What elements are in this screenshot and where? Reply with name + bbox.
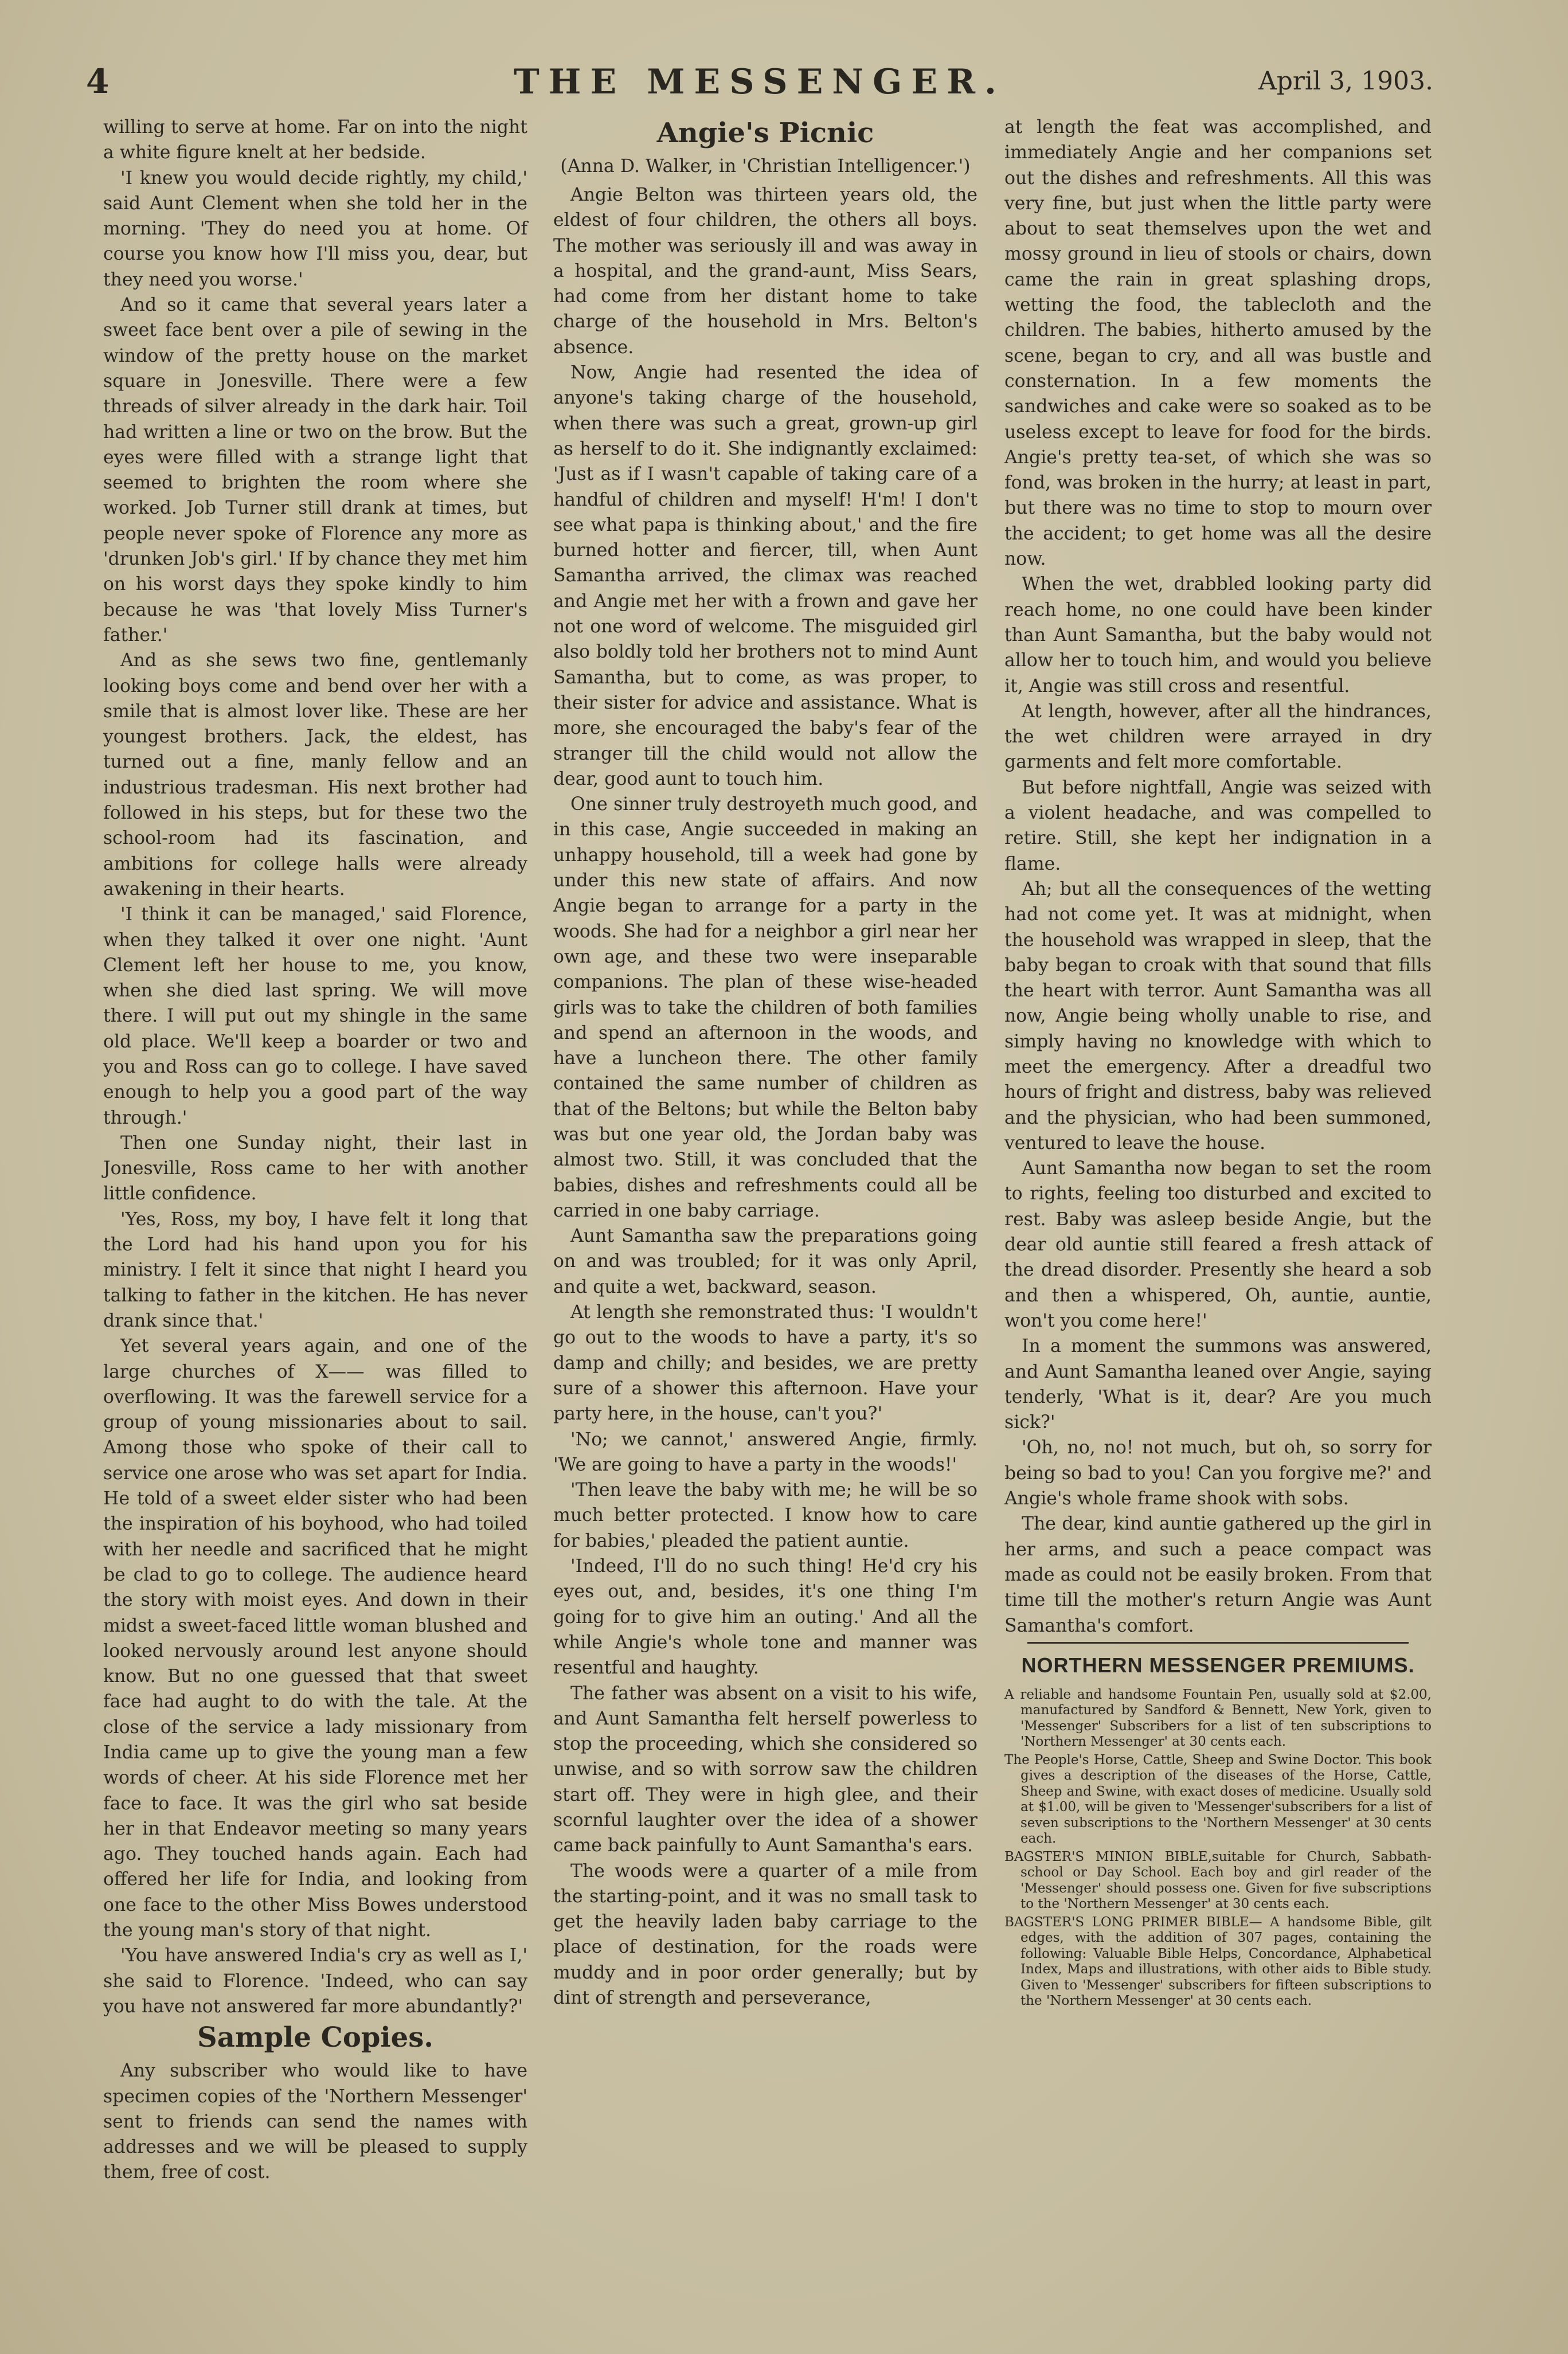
paragraph: Yet several years again, and one of the large churches of X—— was filled to overflowing. It was the farewell service for a group of young missionaries about to sail. Among those who spoke of their call to service one arose who was set apart for India. He told of a sweet elder sister who had been the inspiration of his boyhood, who had toiled with her needle and sacrificed that he might be clad to go to college. The audience heard the story with moist eyes. And down in their midst a sweet-faced little woman blushed and looked nervously around lest anyone should know. But no one guessed that that sweet face had aught to do with the tale. At the close of the service a lady missionary from India came up to give the young man a few words of cheer. At his side Florence met her face to face. It was the girl who sat beside her in that Endeavor meeting so many years ago. They touched hands again. Each had offered her life for India, and looking from one face to the other Miss Bowes understood the young man's story of that night. <box>103 1336 527 1941</box>
premium-item: BAGSTER'S MINION BIBLE,suitable for Church, Sabbath-school or Day School. Each boy and girl reader of the 'Messenger' should possess one. Given for five subscriptions to the 'Northern Messenger' at 30 cents each. <box>1004 1849 1432 1912</box>
paragraph: The woods were a quarter of a mile from the starting-point, and it was no small task to get the heavily laden baby carriage to the place of destination, for the roads were muddy and in poor order generally; but by dint of strength and perseverance, <box>553 1860 977 2009</box>
column-1 <box>103 115 527 2185</box>
sample-copies-text: Any subscriber who would like to have specimen copies of the 'Northern Messenger' sent to friends can send the names with addresses and we will be pleased to supply them, free of cost. <box>103 2060 527 2183</box>
paragraph: One sinner truly destroyeth much good, and in this case, Angie succeeded in making an unhappy household, till a week had gone by under this new state of affairs. And now Angie began to arrange for a party in the woods. She had for a neighbor a girl near her own age, and these two were inseparable companions. The plan of these wise-headed girls was to take the children of both families and spend an afternoon in the woods, and have a luncheon there. The other family contained the same number of children as that of the Beltons; but while the Belton baby was but one year old, the Jordan baby was almost two. Still, it was concluded that the babies, dishes and refreshments could all be carried in one baby carriage. <box>553 794 977 1221</box>
premium-item: The People's Horse, Cattle, Sheep and Swine Doctor. This book gives a description of the diseases of the Horse, Cattle, Sheep and Swine, with exact doses of medicine. Usually sold at $1.00, will be given to 'Messenger'subscribers for a list of seven subscriptions to the 'Northern Messenger' at 30 cents each. <box>1004 1752 1432 1847</box>
paragraph: 'You have answered India's cry as well as I,' she said to Florence. 'Indeed, who can say you have not answered far more abundantly?' <box>103 1945 527 2017</box>
paragraph: At length, however, after all the hindrances, the wet children were arrayed in dry garments and felt more comfortable. <box>1004 701 1432 773</box>
paragraph: When the wet, drabbled looking party did reach home, no one could have been kinder than Aunt Samantha, but the baby would not allow her to touch him, and would you believe it, Angie was still cross and resentful. <box>1004 574 1432 697</box>
story-title: Angie's Picnic <box>656 117 874 149</box>
paragraph: 'I think it can be managed,' said Florence, when they talked it over one night. 'Aunt Clement left her house to me, you know, when she died last spring. We will move there. I will put out my shingle in the same old place. We'll keep a boarder or two and you and Ross can go to college. I have saved enough to help you a good part of the way through.' <box>103 904 527 1128</box>
paragraph: 'No; we cannot,' answered Angie, firmly. 'We are going to have a party in the woods!' <box>553 1429 977 1475</box>
paragraph: 'Yes, Ross, my boy, I have felt it long that the Lord had his hand upon you for his ministry. I felt it since that night I heard you talking to father in the kitchen. He has never drank since that.' <box>103 1209 527 1331</box>
paragraph: In a moment the summons was answered, and Aunt Samantha leaned over Angie, saying tenderly, 'What is it, dear? Are you much sick?' <box>1004 1336 1432 1433</box>
paragraph: willing to serve at home. Far on into the night a white figure knelt at her bedside. <box>103 117 527 163</box>
paragraph: The father was absent on a visit to his wife, and Aunt Samantha felt herself powerless to stop the proceeding, which she considered so unwise, and so with sorrow saw the children start off. They were in high glee, and their scornful laughter over the idea of a shower came back painfully to Aunt Samantha's ears. <box>553 1683 977 1856</box>
paragraph: Ah; but all the consequences of the wetting had not come yet. It was at midnight, when the household was wrapped in sleep, that the baby began to croak with that sound that fills the heart with terror. Aunt Samantha was all now, Angie being wholly unable to rise, and simply having no knowledge with which to meet the emergency. After a dreadful two hours of fright and distress, baby was relieved and the physician, who had been summoned, ventured to leave the house. <box>1004 878 1432 1153</box>
page-header <box>86 62 1433 108</box>
paragraph: Aunt Samantha saw the preparations going on and was troubled; for it was only April, and quite a wet, backward, season. <box>553 1226 977 1297</box>
masthead-title: THE MESSENGER. <box>514 62 1006 102</box>
paragraph: 'Oh, no, no! not much, but oh, so sorry for being so bad to you! Can you forgive me?' and Angie's whole frame shook with sobs. <box>1004 1437 1432 1510</box>
premiums-list <box>1004 1687 1432 2009</box>
paragraph: At length she remonstrated thus: 'I wouldn't go out to the woods to have a party, it's so damp and chilly; and besides, we are pretty sure of a shower this afternoon. Have your party here, in the house, can't you?' <box>553 1302 977 1425</box>
column-2 <box>553 115 977 2011</box>
paragraph: Aunt Samantha now began to set the room to rights, feeling too disturbed and excited to rest. Baby was asleep beside Angie, but the dear old auntie still feared a fresh attack of the dread disorder. Presently she heard a sob and then a whispered, Oh, auntie, auntie, won't you come here!' <box>1004 1158 1432 1331</box>
paragraph: 'Then leave the baby with me; he will be so much better protected. I know how to care for babies,' pleaded the patient auntie. <box>553 1480 977 1551</box>
paragraph: 'Indeed, I'll do no such thing! He'd cry his eyes out, and, besides, it's one thing I'm going for to give him an outing.' And all the while Angie's whole tone and manner was resentful and haughty. <box>553 1556 977 1679</box>
paragraph: Angie Belton was thirteen years old, the eldest of four children, the others all boys. The mother was seriously ill and was away in a hospital, and the grand-aunt, Miss Sears, had come from her distant home to take charge of the household in Mrs. Belton's absence. <box>553 185 977 358</box>
paragraph: Now, Angie had resented the idea of anyone's taking charge of the household, when there was such a great, grown-up girl as herself to do it. She indignantly exclaimed: 'Just as if I wasn't capable of taking care of a handful of children and myself! H'm! I don't see what papa is thinking about,' and the fire burned hotter and fiercer, till, when Aunt Samantha arrived, the climax was reached and Angie met her with a frown and gave her not one word of welcome. The misguided girl also boldly told her brothers not to mind Aunt Samantha, but to come, as was proper, to their sister for advice and assistance. What is more, she encouraged the baby's fear of the stranger till the child would not allow the dear, good aunt to touch him. <box>553 362 977 789</box>
paragraph: Then one Sunday night, their last in Jonesville, Ross came to her with another little confidence. <box>103 1132 527 1205</box>
column-3 <box>1004 115 1432 2012</box>
issue-date: April 3, 1903. <box>1258 67 1433 96</box>
premium-item: A reliable and handsome Fountain Pen, usually sold at $2.00, manufactured by Sandford & Bennett, New York, given to 'Messenger' Subscribers for a list of ten subscriptions to 'Northern Messenger' at 30 cents each. <box>1004 1687 1432 1750</box>
paragraph: at length the feat was accomplished, and immediately Angie and her companions set out the dishes and refreshments. All this was very fine, but just when the little party were about to seat themselves upon the wet and mossy ground in lieu of stools or chairs, down came the rain in great splashing drops, wetting the food, the tablecloth and the children. The babies, hitherto amused by the scene, began to cry, and all was bustle and consternation. In a few moments the sandwiches and cake were so soaked as to be useless except to leave for food for the birds. Angie's pretty tea-set, of which she was so fond, was broken in the hurry; at least in part, but there was no time to stop to mourn over the accident; to get home was all the desire now. <box>1004 117 1432 570</box>
story-byline: (Anna D. Walker, in 'Christian Intelligencer.') <box>560 156 971 177</box>
paragraph: But before nightfall, Angie was seized with a violent headache, and was compelled to retire. Still, she kept her indignation in a flame. <box>1004 777 1432 874</box>
premium-item: BAGSTER'S LONG PRIMER BIBLE— A handsome Bible, gilt edges, with the addition of 307 pages, containing the following: Valuable Bible Helps, Concordance, Alphabetical Index, Maps and illustrations, with other aids to Bible study. Given to 'Messenger' subscribers for fifteen subscriptions to the 'Northern Messenger' at 30 cents each. <box>1004 1914 1432 2009</box>
paragraph: 'I knew you would decide rightly, my child,' said Aunt Clement when she told her in the morning. 'They do need you at home. Of course you know how I'll miss you, dear, but they need you worse.' <box>103 167 527 290</box>
premiums-heading: NORTHERN MESSENGER PREMIUMS. <box>1021 1653 1415 1677</box>
page-number: 4 <box>86 62 110 101</box>
paragraph: And so it came that several years later a sweet face bent over a pile of sewing in the window of the pretty house on the market square in Jonesville. There were a few threads of silver already in the dark hair. Toil had written a line or two on the brow. But the eyes were filled with a strange light that seemed to brighten the room where she worked. Job Turner still drank at times, but people never spoke of Florence any more as 'drunken Job's girl.' If by chance they met him on his worst days they spoke kindly to him because he was 'that lovely Miss Turner's father.' <box>103 295 527 646</box>
paragraph: And as she sews two fine, gentlemanly looking boys come and bend over her with a smile that is almost lover like. These are her youngest brothers. Jack, the eldest, has turned out a fine, manly fellow and an industrious tradesman. His next brother had followed in his steps, but for these two the school-room had its fascination, and ambitions for college halls were already awakening in their hearts. <box>103 650 527 900</box>
sample-copies-heading: Sample Copies. <box>197 2021 433 2054</box>
paragraph: The dear, kind auntie gathered up the girl in her arms, and such a peace compact was made as could not be easily broken. From that time till the mother's return Angie was Aunt Samantha's comfort. <box>1004 1514 1432 1636</box>
section-divider <box>1027 1642 1409 1644</box>
